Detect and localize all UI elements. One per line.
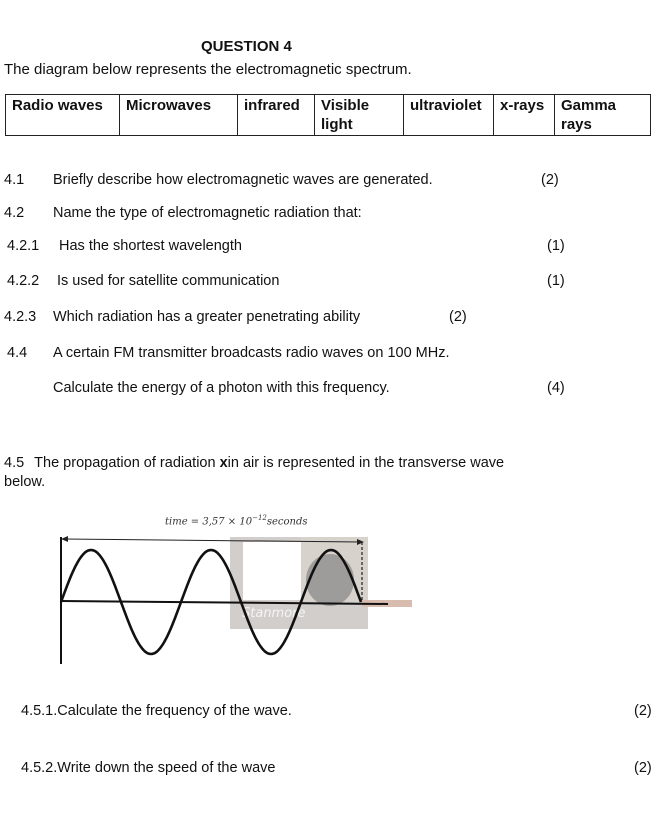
watermark-image [230,537,412,629]
watermark-text: Stanmore [242,606,306,621]
question-text: Has the shortest wavelength [59,238,242,254]
cell-gamma-rays: Gamma rays [555,95,651,136]
question-number: 4.1 [4,172,25,188]
question-text-a: The propagation of radiation [34,455,220,471]
question-text-b: in air is represented in the transverse wave [227,455,505,471]
question-text: Name the type of electromagnetic radiation that: [53,205,362,221]
question-text: Calculate the energy of a photon with this frequency. [53,380,390,396]
question-text: Briefly describe how electromagnetic waves are generated. [53,172,433,188]
subquestion-text: 4.5.1.Calculate the frequency of the wave. [21,703,292,719]
question-marks: (4) [547,380,565,396]
question-number: 4.2.1 [7,238,40,254]
question-number: 4.2.2 [7,273,40,289]
question-marks: (1) [547,238,565,254]
question-number: 4.5 [4,455,25,471]
question-text-line2: below. [4,474,46,490]
question-title: QUESTION 4 [201,38,292,55]
cell-radio-waves: Radio waves [6,95,120,136]
time-caption: time = $3,57 \times 10^{-12}seconds$ [165,514,308,528]
question-number: 4.2.3 [4,309,37,325]
cell-infrared: infrared [238,95,315,136]
question-intro: The diagram below represents the electromagnetic spectrum. [4,61,412,78]
cell-microwaves: Microwaves [120,95,238,136]
question-marks: (2) [541,172,559,188]
subquestion-marks: (2) [634,703,652,719]
cell-visible-light: Visible light [315,95,404,136]
question-marks: (2) [449,309,467,325]
question-number: 4.2 [4,205,25,221]
question-number: 4.4 [7,345,28,361]
question-text: A certain FM transmitter broadcasts radio waves on 100 MHz. [53,345,450,361]
radiation-x-label: x [219,455,228,471]
cell-ultraviolet: ultraviolet [404,95,494,136]
question-marks: (1) [547,273,565,289]
subquestion-text: 4.5.2.Write down the speed of the wave [21,760,276,776]
question-text: Is used for satellite communication [57,273,280,289]
question-text: Which radiation has a greater penetrating ability [53,309,361,325]
cell-x-rays: x-rays [494,95,555,136]
subquestion-marks: (2) [634,760,652,776]
